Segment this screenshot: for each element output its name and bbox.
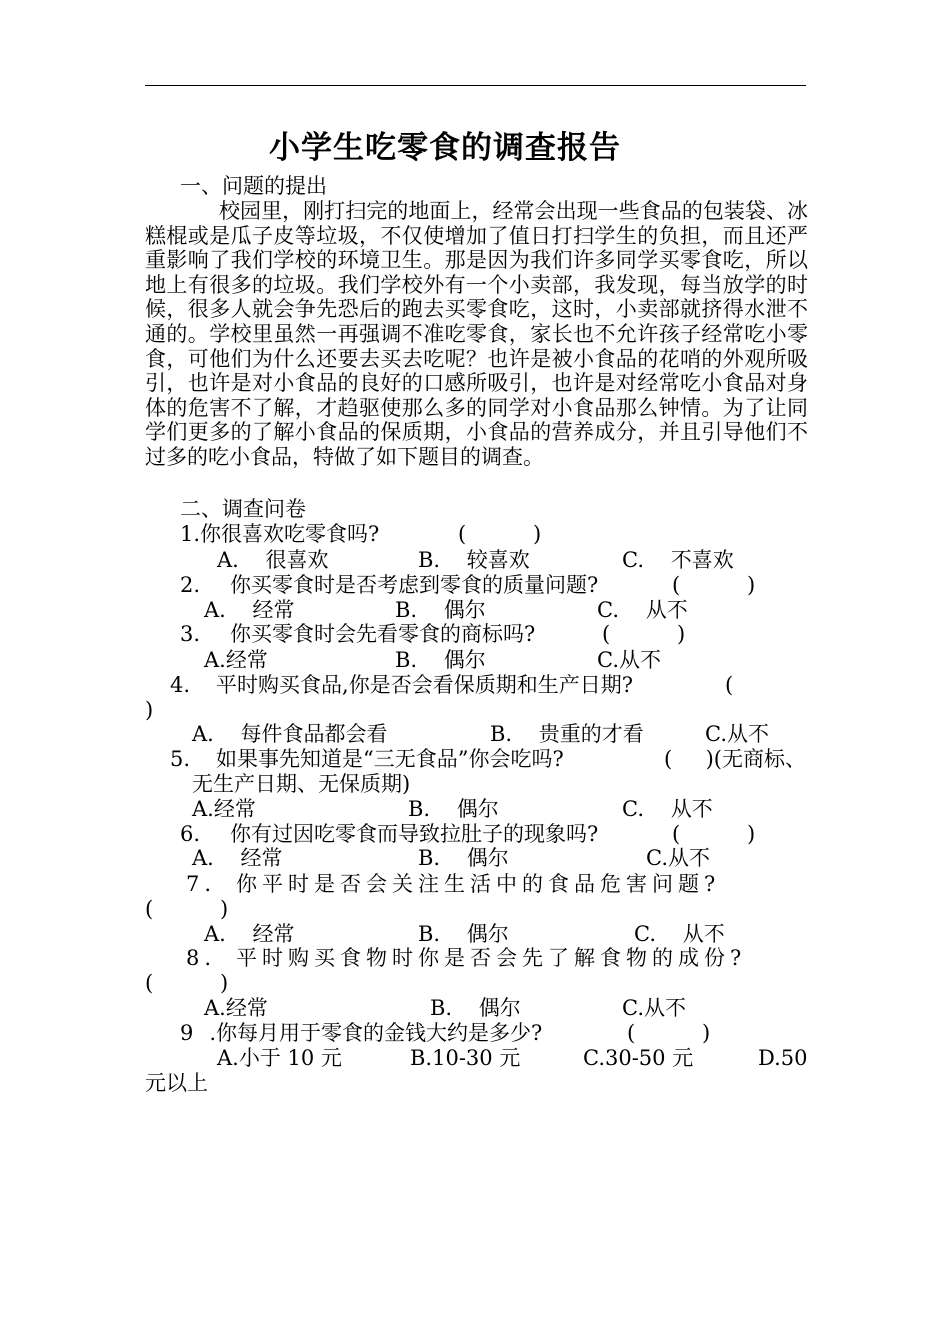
option-b: B. 偶尔 [408, 797, 499, 821]
answer-blank: ( ) [145, 897, 229, 921]
answer-blank: ( )(无商标、 [664, 747, 806, 771]
question-text: 你很喜欢吃零食吗? [200, 522, 380, 546]
question-7 [186, 872, 720, 897]
section-paragraph-1: 校园里，刚打扫完的地面上，经常会出现一些食品的包装袋、冰糕棍或是瓜子皮等垃圾，不仅使增加了值日打扫学生的负担，而且还严重影响了我们学校的环境卫生。那是因为我们许多同学买零食吃，所以地上有很多的垃圾。我们学校外有一个小卖部，我发现，每当放学的时候，很多人就会争先恐后的跑去买零食吃，这时，小卖部就挤得水泄不通的。学校里虽然一再强调不准吃零食，家长也不允许孩子经常吃小零食，可他们为什么还要去买去吃呢？也许是被小食品的花哨的外观所吸引，也许是对小食品的良好的口感所吸引，也许是对经常吃小食品对身体的危害不了解，才趋驱使那么多的同学对小食品那么钟情。为了让同学们更多的了解小食品的保质期，小食品的营养成分，并且引导他们不过多的吃小食品，特做了如下题目的调查。 [145, 199, 808, 469]
question-number: 2. [180, 573, 201, 597]
section-heading-2: 二、调查问卷 [180, 497, 306, 521]
option-a: A.经常 [204, 996, 268, 1020]
option-b: B. 偶尔 [395, 648, 486, 672]
answer-blank: ( ) [672, 822, 756, 846]
option-b: B. 偶尔 [418, 922, 509, 946]
question-6 [180, 822, 598, 847]
question-text: 平时购买食物时你是否会先了解食物的成份? [236, 946, 747, 970]
question-8 [186, 946, 746, 971]
option-b: B. 偶尔 [418, 846, 509, 870]
question-4 [170, 673, 633, 698]
question-2 [180, 573, 598, 598]
option-d-continued: 元以上 [145, 1071, 208, 1095]
option-d: D.50 [758, 1046, 808, 1070]
option-b: B. 较喜欢 [418, 548, 530, 572]
question-text: 你有过因吃零食而导致拉肚子的现象吗? [230, 822, 599, 846]
question-number: 4. [170, 673, 191, 697]
question-number: 1. [180, 522, 201, 546]
question-number: 5. [170, 747, 191, 771]
question-number: 6. [180, 822, 201, 846]
option-c: C. 从不 [597, 598, 688, 622]
question-text: .你每月用于零食的金钱大约是多少? [209, 1021, 543, 1045]
option-c: C.30-50 元 [583, 1046, 694, 1070]
option-c: C.从不 [646, 846, 710, 870]
answer-blank: ( ) [602, 622, 686, 646]
question-3 [180, 622, 535, 647]
question-text-continued: 无生产日期、无保质期) [192, 772, 411, 796]
option-b: B.10-30 元 [410, 1046, 521, 1070]
question-text: 你买零食时会先看零食的商标吗? [230, 622, 536, 646]
question-number: 3. [180, 622, 201, 646]
question-1 [180, 522, 379, 547]
section-heading-1: 一、问题的提出 [180, 174, 327, 198]
option-a: A.经常 [192, 797, 256, 821]
header-rule [145, 85, 806, 86]
option-c: C. 从不 [634, 922, 725, 946]
option-a: A. 经常 [204, 922, 295, 946]
question-number: 8. [186, 946, 217, 970]
option-c: C. 从不 [622, 797, 713, 821]
option-a: A.经常 [204, 648, 268, 672]
question-text: 你买零食时是否考虑到零食的质量问题? [230, 573, 599, 597]
question-text: 如果事先知道是“三无食品”你会吃吗? [216, 747, 564, 771]
page-title: 小学生吃零食的调查报告 [269, 130, 621, 166]
question-number: 7. [186, 872, 217, 896]
option-c: C.从不 [622, 996, 686, 1020]
option-a: A. 经常 [192, 846, 283, 870]
answer-blank-open: ( [725, 673, 734, 697]
option-a: A. 很喜欢 [217, 548, 329, 572]
answer-blank: ( ) [627, 1021, 711, 1045]
option-b: B. 贵重的才看 [490, 722, 644, 746]
option-a: A. 经常 [204, 598, 295, 622]
question-text: 平时购买食品,你是否会看保质期和生产日期? [216, 673, 633, 697]
option-c: C. 不喜欢 [622, 548, 734, 572]
answer-blank: ( ) [145, 971, 229, 995]
question-number: 9 [180, 1021, 194, 1045]
answer-blank-close: ) [145, 698, 154, 722]
option-c: C.从不 [597, 648, 661, 672]
option-b: B. 偶尔 [430, 996, 521, 1020]
question-9 [180, 1021, 542, 1046]
option-b: B. 偶尔 [395, 598, 486, 622]
answer-blank: ( ) [672, 573, 756, 597]
question-text: 你平时是否会关注生活中的食品危害问题? [236, 872, 721, 896]
answer-blank: ( ) [458, 522, 542, 546]
option-a: A.小于 10 元 [217, 1046, 342, 1070]
option-a: A. 每件食品都会看 [192, 722, 388, 746]
option-c: C.从不 [705, 722, 769, 746]
question-5 [170, 747, 564, 772]
